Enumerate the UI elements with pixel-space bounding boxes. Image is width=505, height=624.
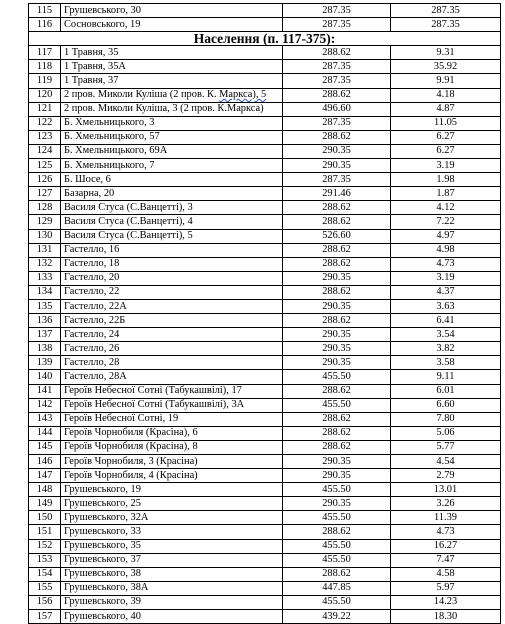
value-cell-2: 3.54: [391, 328, 501, 342]
value-cell-2: 6.01: [391, 384, 501, 398]
row-number: 147: [29, 469, 61, 483]
value-cell-2: 11.05: [391, 116, 501, 130]
value-cell-1: 290.35: [283, 497, 391, 511]
value-cell-2: 4.58: [391, 567, 501, 581]
value-cell-1: 287.35: [283, 4, 391, 18]
value-cell-2: 287.35: [391, 4, 501, 18]
table-row: [29, 201, 501, 215]
row-number: 152: [29, 539, 61, 553]
value-cell-2: 4.97: [391, 229, 501, 243]
value-cell-1: 288.62: [283, 243, 391, 257]
table-row: [29, 356, 501, 370]
row-number: 140: [29, 370, 61, 384]
value-cell-2: 4.18: [391, 88, 501, 102]
address-cell: Героїв Небесної Сотні (Табукашвілі), 3А: [61, 398, 283, 412]
table-row: [29, 215, 501, 229]
row-number: 115: [29, 4, 61, 18]
row-number: 157: [29, 610, 61, 624]
row-number: 127: [29, 187, 61, 201]
row-number: 128: [29, 201, 61, 215]
value-cell-2: 13.01: [391, 483, 501, 497]
table-row: [29, 74, 501, 88]
value-cell-2: 3.63: [391, 299, 501, 313]
table-row: [29, 497, 501, 511]
value-cell-1: 288.62: [283, 567, 391, 581]
value-cell-2: 6.27: [391, 130, 501, 144]
address-text: 2 пров. Миколи Куліша (2 пров. К.: [64, 89, 220, 101]
address-cell: Грушевського, 40: [61, 610, 283, 624]
table-row: [29, 539, 501, 553]
address-cell: Базарна, 20: [61, 187, 283, 201]
value-cell-1: 290.35: [283, 144, 391, 158]
value-cell-2: 18.30: [391, 610, 501, 624]
table-row: [29, 342, 501, 356]
row-number: 155: [29, 581, 61, 595]
value-cell-1: 288.62: [283, 215, 391, 229]
address-text-spellcheck-marked: Маркса), 5: [219, 89, 267, 101]
value-cell-1: 291.46: [283, 187, 391, 201]
value-cell-2: 35.92: [391, 60, 501, 74]
value-cell-1: 288.62: [283, 88, 391, 102]
row-number: 139: [29, 356, 61, 370]
value-cell-1: 288.62: [283, 384, 391, 398]
table-row: [29, 130, 501, 144]
row-number: 137: [29, 328, 61, 342]
row-number: 131: [29, 243, 61, 257]
value-cell-1: 288.62: [283, 130, 391, 144]
table-row: [29, 370, 501, 384]
table-row: [29, 328, 501, 342]
value-cell-2: 14.23: [391, 595, 501, 609]
table-row: [29, 595, 501, 609]
row-number: 138: [29, 342, 61, 356]
value-cell-2: 6.41: [391, 314, 501, 328]
address-cell: Б. Хмельницького, 69А: [61, 144, 283, 158]
address-cell: Б. Хмельницького, 57: [61, 130, 283, 144]
table-body-top: [29, 4, 501, 32]
row-number: 134: [29, 285, 61, 299]
row-number: 143: [29, 412, 61, 426]
value-cell-1: 290.35: [283, 356, 391, 370]
value-cell-2: 1.98: [391, 173, 501, 187]
address-cell: Героїв Небесної Сотні, 19: [61, 412, 283, 426]
value-cell-1: 455.50: [283, 511, 391, 525]
row-number: 154: [29, 567, 61, 581]
value-cell-1: 288.62: [283, 314, 391, 328]
row-number: 125: [29, 159, 61, 173]
address-cell: Гастелло, 20: [61, 271, 283, 285]
address-cell: 2 пров. Миколи Куліша, 3 (2 пров. К.Маркса): [61, 102, 283, 116]
table-row: [29, 257, 501, 271]
row-number: 149: [29, 497, 61, 511]
value-cell-1: 287.35: [283, 116, 391, 130]
value-cell-1: 288.62: [283, 440, 391, 454]
value-cell-2: 5.97: [391, 581, 501, 595]
table-row: [29, 412, 501, 426]
address-cell: Героїв Чорнобиля, 4 (Красіна): [61, 469, 283, 483]
value-cell-2: 9.31: [391, 46, 501, 60]
row-number: 135: [29, 299, 61, 313]
row-number: 146: [29, 455, 61, 469]
value-cell-2: 4.73: [391, 257, 501, 271]
value-cell-2: 7.47: [391, 553, 501, 567]
value-cell-2: 16.27: [391, 539, 501, 553]
address-cell: 1 Травня, 35: [61, 46, 283, 60]
value-cell-1: 526.60: [283, 229, 391, 243]
row-number: 130: [29, 229, 61, 243]
table-row: [29, 440, 501, 454]
value-cell-1: 287.35: [283, 173, 391, 187]
table-row: [29, 511, 501, 525]
table-row: [29, 469, 501, 483]
value-cell-2: 2.79: [391, 469, 501, 483]
value-cell-2: 1.87: [391, 187, 501, 201]
value-cell-1: 290.35: [283, 299, 391, 313]
row-number: 142: [29, 398, 61, 412]
value-cell-2: 4.54: [391, 455, 501, 469]
value-cell-2: 3.58: [391, 356, 501, 370]
address-cell: Героїв Чорнобиля (Красіна), 6: [61, 426, 283, 440]
address-cell: Гастелло, 22: [61, 285, 283, 299]
value-cell-1: 455.50: [283, 553, 391, 567]
address-cell: Героїв Небесної Сотні (Табукашвілі), 17: [61, 384, 283, 398]
row-number: 141: [29, 384, 61, 398]
row-number: 116: [29, 18, 61, 32]
value-cell-1: 290.35: [283, 271, 391, 285]
address-cell: [61, 88, 283, 102]
table-row: [29, 581, 501, 595]
table-row: [29, 483, 501, 497]
address-cell: 1 Травня, 35А: [61, 60, 283, 74]
address-cell: Грушевського, 33: [61, 525, 283, 539]
row-number: 118: [29, 60, 61, 74]
address-cell: Гастелло, 28: [61, 356, 283, 370]
address-cell: Гастелло, 22А: [61, 299, 283, 313]
value-cell-1: 455.50: [283, 483, 391, 497]
value-cell-1: 455.50: [283, 595, 391, 609]
table-row: [29, 243, 501, 257]
row-number: 117: [29, 46, 61, 60]
address-cell: Гастелло, 28А: [61, 370, 283, 384]
row-number: 156: [29, 595, 61, 609]
table-row: [29, 384, 501, 398]
address-cell: Василя Стуса (С.Ванцетті), 4: [61, 215, 283, 229]
value-cell-2: 11.39: [391, 511, 501, 525]
value-cell-1: 288.62: [283, 412, 391, 426]
value-cell-2: 5.77: [391, 440, 501, 454]
value-cell-2: 4.73: [391, 525, 501, 539]
address-cell: Грушевського, 38: [61, 567, 283, 581]
row-number: 151: [29, 525, 61, 539]
table-row: [29, 144, 501, 158]
row-number: 129: [29, 215, 61, 229]
value-cell-2: 9.11: [391, 370, 501, 384]
row-number: 126: [29, 173, 61, 187]
table-row: [29, 567, 501, 581]
value-cell-1: 288.62: [283, 525, 391, 539]
value-cell-1: 290.35: [283, 328, 391, 342]
value-cell-2: 3.19: [391, 159, 501, 173]
row-number: 133: [29, 271, 61, 285]
table-row: [29, 398, 501, 412]
address-cell: Гастелло, 18: [61, 257, 283, 271]
address-cell: Грушевського, 38А: [61, 581, 283, 595]
address-table: [28, 3, 501, 624]
address-cell: Героїв Чорнобиля (Красіна), 8: [61, 440, 283, 454]
address-cell: Гастелло, 16: [61, 243, 283, 257]
table-row: [29, 18, 501, 32]
table-row: [29, 159, 501, 173]
table-row: [29, 116, 501, 130]
value-cell-1: 290.35: [283, 455, 391, 469]
address-cell: Гастелло, 26: [61, 342, 283, 356]
address-cell: Б. Хмельницького, 7: [61, 159, 283, 173]
table-row: [29, 102, 501, 116]
value-cell-1: 290.35: [283, 159, 391, 173]
address-cell: Героїв Чорнобиля, 3 (Красіна): [61, 455, 283, 469]
table-row: [29, 187, 501, 201]
table-row: [29, 229, 501, 243]
address-cell: Б. Хмельницького, 3: [61, 116, 283, 130]
table-row: [29, 299, 501, 313]
value-cell-1: 287.35: [283, 74, 391, 88]
value-cell-2: 4.87: [391, 102, 501, 116]
table-row: [29, 173, 501, 187]
row-number: 121: [29, 102, 61, 116]
value-cell-2: 287.35: [391, 18, 501, 32]
value-cell-1: 447.85: [283, 581, 391, 595]
value-cell-2: 3.82: [391, 342, 501, 356]
address-cell: Грушевського, 19: [61, 483, 283, 497]
value-cell-1: 290.35: [283, 469, 391, 483]
table-row: [29, 46, 501, 60]
address-cell: Грушевського, 32А: [61, 511, 283, 525]
address-cell: Б. Шосе, 6: [61, 173, 283, 187]
value-cell-1: 288.62: [283, 201, 391, 215]
address-cell: Грушевського, 35: [61, 539, 283, 553]
value-cell-1: 496.60: [283, 102, 391, 116]
value-cell-2: 9.91: [391, 74, 501, 88]
address-cell: Грушевського, 25: [61, 497, 283, 511]
row-number: 123: [29, 130, 61, 144]
table-row: [29, 610, 501, 624]
table-row: [29, 553, 501, 567]
table-row: [29, 4, 501, 18]
address-cell: Василя Стуса (С.Ванцетті), 5: [61, 229, 283, 243]
address-cell: Грушевського, 37: [61, 553, 283, 567]
value-cell-1: 455.50: [283, 370, 391, 384]
value-cell-2: 3.19: [391, 271, 501, 285]
row-number: 119: [29, 74, 61, 88]
value-cell-1: 290.35: [283, 342, 391, 356]
table-row: [29, 60, 501, 74]
row-number: 145: [29, 440, 61, 454]
value-cell-2: 5.06: [391, 426, 501, 440]
value-cell-2: 6.27: [391, 144, 501, 158]
value-cell-1: 288.62: [283, 426, 391, 440]
value-cell-2: 7.22: [391, 215, 501, 229]
address-cell: Грушевського, 30: [61, 4, 283, 18]
table-row: [29, 88, 501, 102]
row-number: 136: [29, 314, 61, 328]
value-cell-1: 288.62: [283, 285, 391, 299]
value-cell-1: 287.35: [283, 60, 391, 74]
table-row: [29, 455, 501, 469]
value-cell-1: 439.22: [283, 610, 391, 624]
table-row: [29, 314, 501, 328]
row-number: 153: [29, 553, 61, 567]
address-cell: Гастелло, 24: [61, 328, 283, 342]
table-row: [29, 271, 501, 285]
row-number: 124: [29, 144, 61, 158]
address-cell: Грушевського, 39: [61, 595, 283, 609]
table-body-main: [29, 46, 501, 624]
value-cell-2: 4.98: [391, 243, 501, 257]
address-cell: Гастелло, 22Б: [61, 314, 283, 328]
row-number: 144: [29, 426, 61, 440]
value-cell-2: 7.80: [391, 412, 501, 426]
value-cell-1: 455.50: [283, 398, 391, 412]
section-header-row: [29, 32, 501, 46]
value-cell-1: 455.50: [283, 539, 391, 553]
value-cell-1: 287.35: [283, 18, 391, 32]
value-cell-1: 288.62: [283, 46, 391, 60]
row-number: 122: [29, 116, 61, 130]
value-cell-2: 4.12: [391, 201, 501, 215]
value-cell-2: 4.37: [391, 285, 501, 299]
table-row: [29, 285, 501, 299]
value-cell-2: 6.60: [391, 398, 501, 412]
address-cell: Сосновського, 19: [61, 18, 283, 32]
row-number: 132: [29, 257, 61, 271]
address-cell: 1 Травня, 37: [61, 74, 283, 88]
section-header-body: [29, 32, 501, 46]
table-row: [29, 426, 501, 440]
address-cell: Василя Стуса (С.Ванцетті), 3: [61, 201, 283, 215]
value-cell-2: 3.26: [391, 497, 501, 511]
row-number: 148: [29, 483, 61, 497]
row-number: 120: [29, 88, 61, 102]
row-number: 150: [29, 511, 61, 525]
value-cell-1: 288.62: [283, 257, 391, 271]
section-title: Населення (п. 117-375):: [29, 32, 501, 46]
table-row: [29, 525, 501, 539]
